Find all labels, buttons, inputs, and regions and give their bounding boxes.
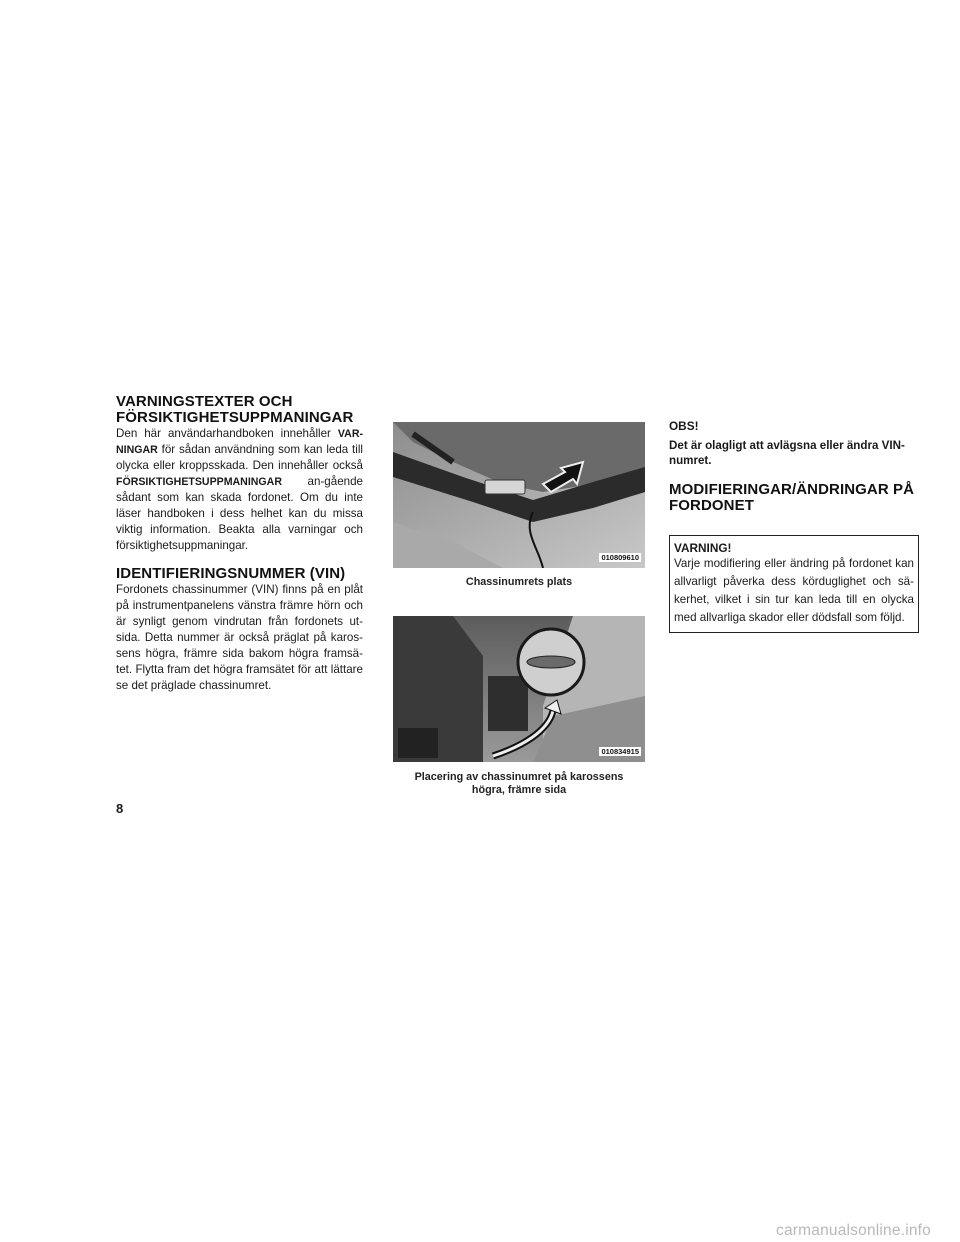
left-column xyxy=(116,394,363,694)
note-title: OBS! xyxy=(669,419,699,433)
middle-column xyxy=(393,422,645,797)
warning-text: Varje modifiering eller ändring på fordonet kan allvarligt påverka dess körduglighet och sä-kerhet, vilket i sin tur kan leda till en olycka med allvarliga skador eller dödsfall som följd. xyxy=(674,557,914,624)
heading-warnings: VARNINGSTEXTER OCH FÖRSIKTIGHETSUPPMANINGAR xyxy=(116,393,354,426)
seat-vin-photo xyxy=(393,616,645,762)
photo-code-1: 010809610 xyxy=(601,553,639,562)
photo-code-2: 010834915 xyxy=(601,747,639,756)
vin-paragraph: Fordonets chassinummer (VIN) finns på en plåt på instrumentpanelens vänstra främre hörn och är synligt genom vindrutan från fordonets ut-sida. Detta nummer är också präglat på karos-sens högra, främre sida bakom högra framsä-tet. Flytta fram det högra framsätet för att lättare se det präglade chassinumret. xyxy=(116,583,363,692)
note-text: Det är olagligt att avlägsna eller ändra VIN-numret. xyxy=(669,439,905,467)
seat-illustration xyxy=(393,616,645,762)
warning-title: VARNING! xyxy=(674,541,732,555)
windshield-illustration xyxy=(393,422,645,568)
watermark: carmanualsonline.info xyxy=(776,1222,931,1239)
varningar-emphasis: VAR-NINGAR xyxy=(116,428,363,456)
heading-vin: IDENTIFIERINGSNUMMER (VIN) xyxy=(116,565,346,582)
forsiktighet-emphasis: FÖRSIKTIGHETSUPPMANINGAR xyxy=(116,476,282,488)
photo-caption-2: Placering av chassinumret på karossens högra, främre sida xyxy=(414,771,624,796)
right-column xyxy=(669,419,920,633)
photo-caption-1: Chassinumrets plats xyxy=(465,576,573,588)
heading-modifications: MODIFIERINGAR/ÄNDRINGAR PÅ FORDONET xyxy=(669,481,915,514)
warning-box xyxy=(669,535,919,633)
warnings-paragraph: Den här användarhandboken innehåller VAR-NINGAR för sådan användning som kan leda till olycka eller kroppsskada. Den innehåller också FÖRSIKTIGHETSUPPMANINGAR an-gående sådant som kan skada fordonet. Om du inte läser handboken i dess helhet kan du missa viktig information. Beakta alla varningar och försiktighetsuppmaningar. xyxy=(116,427,363,552)
windshield-vin-photo xyxy=(393,422,645,568)
page-number: 8 xyxy=(116,801,124,816)
